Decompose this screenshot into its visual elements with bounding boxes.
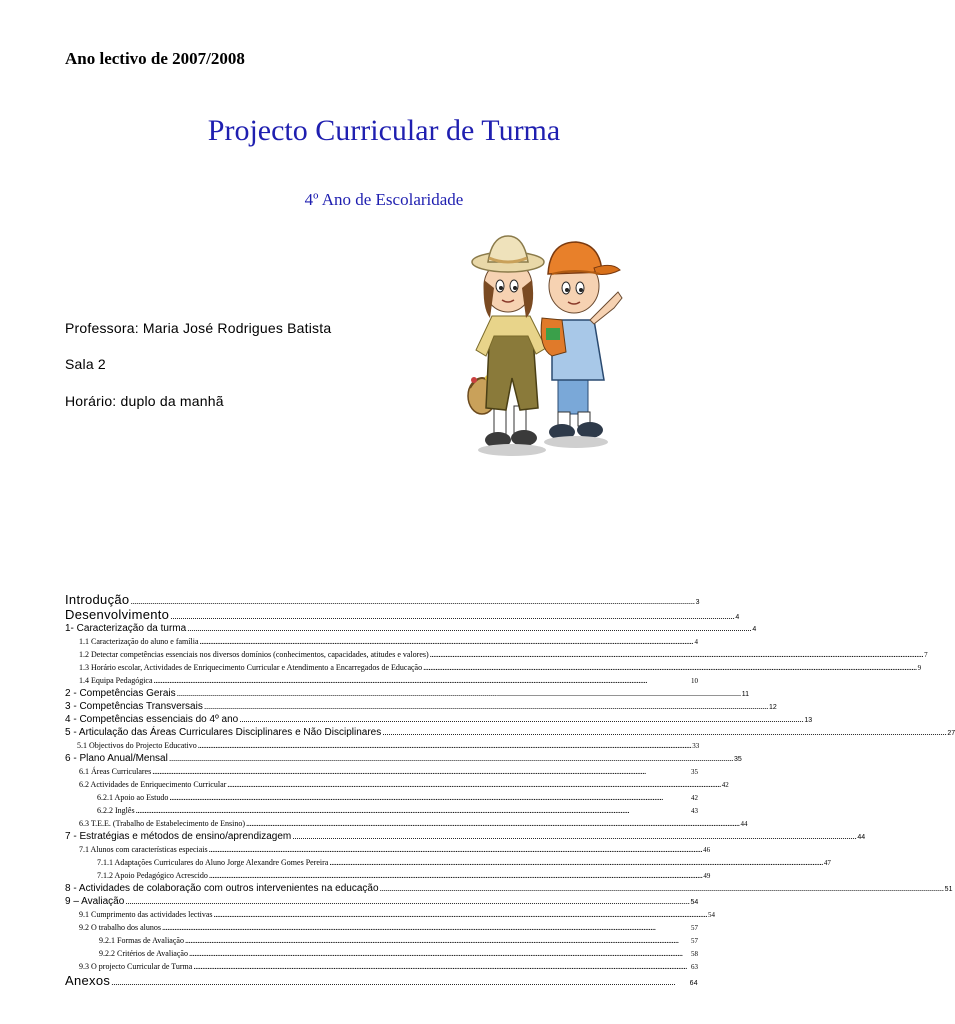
toc-entry[interactable] xyxy=(65,726,955,739)
toc-entry[interactable] xyxy=(65,869,711,882)
toc-entry-page: 9 xyxy=(917,664,922,672)
toc-entry[interactable] xyxy=(65,607,740,622)
toc-entry[interactable] xyxy=(65,778,729,791)
toc-entry[interactable] xyxy=(65,843,711,856)
toc-entry-page: 54 xyxy=(708,911,716,919)
toc-leader: .......................................................................................................................................................................................................................................................................................... xyxy=(429,649,924,659)
schedule-line: Horário: duplo da manhã xyxy=(65,393,224,409)
toc-leader: .......................................................................................................................................................................................................................................................................................... xyxy=(168,753,733,763)
toc-entry-label: 5 - Articulação das Áreas Curriculares Disciplinares e Não Disciplinares xyxy=(65,727,382,738)
toc-leader: .......................................................................................................................................................................................................................................................................................... xyxy=(423,662,917,672)
toc-entry-page: 47 xyxy=(823,859,831,867)
toc-entry-page: 54 xyxy=(690,899,699,906)
toc-entry-page: 46 xyxy=(703,846,711,854)
toc-entry-page: 35 xyxy=(691,768,698,776)
toc-entry-page: 4 xyxy=(694,638,698,646)
toc-entry[interactable] xyxy=(65,856,831,869)
toc-leader: .......................................................................................................................................................................................................................................................................................... xyxy=(203,701,768,711)
toc-entry[interactable] xyxy=(65,592,698,607)
toc-entry[interactable] xyxy=(65,648,928,661)
toc-entry-page: 42 xyxy=(691,794,698,802)
toc-leader: .......................................................................................................................................................................................................................................................................................... xyxy=(292,831,857,841)
page-subtitle: 4º Ano de Escolaridade xyxy=(304,190,464,209)
page-title: Projecto Curricular de Turma xyxy=(207,114,561,147)
toc-entry[interactable] xyxy=(65,895,698,908)
toc-entry-label: Introdução xyxy=(65,592,130,607)
toc-entry[interactable] xyxy=(65,661,922,674)
toc-entry-label: 7.1.1 Adaptações Curriculares do Aluno Jorge Alexandre Gomes Pereira xyxy=(97,858,329,867)
toc-entry[interactable] xyxy=(65,687,750,700)
toc-entry-label: 9.2 O trabalho dos alunos xyxy=(79,923,161,932)
toc-entry[interactable] xyxy=(65,674,698,687)
toc-entry[interactable] xyxy=(65,804,698,817)
toc-leader: .......................................................................................................................................................................................................................................................................................... xyxy=(193,961,687,971)
toc-leader: .......................................................................................................................................................................................................................................................................................... xyxy=(213,909,708,919)
toc-leader: .......................................................................................................................................................................................................................................................................................... xyxy=(111,977,676,987)
toc-entry[interactable] xyxy=(65,791,698,804)
toc-entry-page: 3 xyxy=(695,599,700,606)
toc-entry-label: 9 – Avaliação xyxy=(65,896,125,907)
toc-entry-label: 1.3 Horário escolar, Actividades de Enriquecimento Curricular e Atendimento a Encarregados de Educação xyxy=(79,663,423,672)
toc-entry[interactable] xyxy=(65,973,698,988)
toc-entry-label: 7.1 Alunos com características especiais xyxy=(79,845,208,854)
toc-leader: .......................................................................................................................................................................................................................................................................................... xyxy=(153,675,648,685)
school-year: Ano lectivo de 2007/2008 xyxy=(65,49,245,68)
toc-leader: .......................................................................................................................................................................................................................................................................................... xyxy=(246,818,740,828)
toc-leader: .......................................................................................................................................................................................................................................................................................... xyxy=(176,688,741,698)
toc-entry-label: 5.1 Objectivos do Projecto Educativo xyxy=(77,741,197,750)
toc-leader: .......................................................................................................................................................................................................................................................................................... xyxy=(227,779,721,789)
toc-leader: .......................................................................................................................................................................................................................................................................................... xyxy=(382,727,947,737)
toc-entry-label: 3 - Competências Transversais xyxy=(65,701,203,712)
toc-entry[interactable] xyxy=(65,817,748,830)
toc-entry-label: Anexos xyxy=(65,973,111,988)
toc-entry-label: 6 - Plano Anual/Mensal xyxy=(65,753,168,764)
boy-figure xyxy=(541,242,622,440)
toc-leader: .......................................................................................................................................................................................................................................................................................... xyxy=(152,766,646,776)
toc-entry[interactable] xyxy=(65,908,716,921)
toc-entry[interactable] xyxy=(65,700,777,713)
toc-leader: .......................................................................................................................................................................................................................................................................................... xyxy=(188,948,683,958)
toc-leader: .......................................................................................................................................................................................................................................................................................... xyxy=(329,857,823,867)
toc-entry[interactable] xyxy=(65,947,698,960)
toc-entry[interactable] xyxy=(65,739,698,752)
toc-entry-label: 7 - Estratégias e métodos de ensino/aprendizagem xyxy=(65,831,292,842)
toc-entry-label: 6.3 T.E.E. (Trabalho de Estabelecimento de Ensino) xyxy=(79,819,246,828)
toc-entry-label: 6.1 Áreas Curriculares xyxy=(79,767,152,776)
toc-entry-page: 13 xyxy=(804,717,813,724)
toc-entry-label: 9.3 O projecto Curricular de Turma xyxy=(79,962,193,971)
toc-leader: .......................................................................................................................................................................................................................................................................................... xyxy=(170,611,735,621)
toc-entry-label: Desenvolvimento xyxy=(65,607,170,622)
toc-leader: .......................................................................................................................................................................................................................................................................................... xyxy=(208,844,703,854)
teacher-line: Professora: Maria José Rodrigues Batista xyxy=(65,320,332,336)
toc-entry-page: 11 xyxy=(741,691,750,698)
toc-entry-page: 27 xyxy=(947,730,955,737)
toc-entry-label: 9.2.1 Formas de Avaliação xyxy=(99,936,184,945)
toc-entry[interactable] xyxy=(65,921,698,934)
toc-entry[interactable] xyxy=(65,960,698,973)
table-of-contents xyxy=(65,592,955,988)
toc-entry-label: 4 - Competências essenciais do 4º ano xyxy=(65,714,239,725)
toc-entry-page: 43 xyxy=(691,807,698,815)
toc-entry-label: 6.2 Actividades de Enriquecimento Curricular xyxy=(79,780,227,789)
toc-leader: .......................................................................................................................................................................................................................................................................................... xyxy=(162,922,656,932)
toc-entry-label: 6.2.2 Inglês xyxy=(97,806,135,815)
toc-leader: .......................................................................................................................................................................................................................................................................................... xyxy=(125,896,690,906)
toc-entry[interactable] xyxy=(65,713,813,726)
toc-leader: .......................................................................................................................................................................................................................................................................................... xyxy=(199,636,693,646)
toc-entry-page: 51 xyxy=(944,886,953,893)
toc-entry-page: 4 xyxy=(752,626,757,633)
toc-entry-page: 57 xyxy=(691,924,698,932)
toc-entry-label: 1.4 Equipa Pedagógica xyxy=(79,676,153,685)
toc-entry-page: 42 xyxy=(721,781,729,789)
toc-entry-page: 44 xyxy=(740,820,748,828)
toc-entry-label: 9.2.2 Critérios de Avaliação xyxy=(99,949,188,958)
girl-figure xyxy=(468,236,546,448)
toc-leader: .......................................................................................................................................................................................................................................................................................... xyxy=(197,740,692,750)
toc-leader: .......................................................................................................................................................................................................................................................................................... xyxy=(187,623,752,633)
toc-entry-page: 12 xyxy=(768,704,777,711)
toc-entry-page: 49 xyxy=(703,872,711,880)
room-line: Sala 2 xyxy=(65,356,106,372)
toc-leader: .......................................................................................................................................................................................................................................................................................... xyxy=(208,870,703,880)
children-illustration xyxy=(462,228,628,468)
toc-entry[interactable] xyxy=(65,765,698,778)
toc-entry[interactable] xyxy=(65,622,757,635)
toc-entry-label: 2 - Competências Gerais xyxy=(65,688,176,699)
toc-entry-page: 10 xyxy=(691,677,698,685)
toc-entry-page: 33 xyxy=(692,742,700,750)
toc-leader: .......................................................................................................................................................................................................................................................................................... xyxy=(169,792,663,802)
toc-leader: .......................................................................................................................................................................................................................................................................................... xyxy=(184,935,679,945)
toc-entry-page: 63 xyxy=(691,963,698,971)
toc-leader: .......................................................................................................................................................................................................................................................................................... xyxy=(135,805,630,815)
toc-entry-label: 1.1 Caracterização do aluno e família xyxy=(79,637,199,646)
toc-entry-label: 9.1 Cumprimento das actividades lectivas xyxy=(79,910,213,919)
toc-entry-label: 1- Caracterização da turma xyxy=(65,623,187,634)
toc-entry-page: 58 xyxy=(691,950,698,958)
toc-entry-label: 8 - Actividades de colaboração com outros intervenientes na educação xyxy=(65,883,379,894)
toc-entry-page: 7 xyxy=(924,651,928,659)
toc-entry-page: 64 xyxy=(689,980,698,987)
toc-leader: .......................................................................................................................................................................................................................................................................................... xyxy=(239,714,804,724)
toc-entry-label: 1.2 Detectar competências essenciais nos diversos domínios (conhecimentos, capacidades, atitudes e valores) xyxy=(79,650,429,659)
toc-entry-label: 6.2.1 Apoio ao Estudo xyxy=(97,793,169,802)
toc-entry[interactable] xyxy=(65,635,698,648)
toc-entry-label: 7.1.2 Apoio Pedagógico Acrescido xyxy=(97,871,208,880)
toc-leader: .......................................................................................................................................................................................................................................................................................... xyxy=(130,596,695,606)
toc-leader: .......................................................................................................................................................................................................................................................................................... xyxy=(379,883,944,893)
toc-entry-page: 57 xyxy=(691,937,698,945)
toc-entry-page: 35 xyxy=(733,756,742,763)
toc-entry[interactable] xyxy=(65,934,698,947)
toc-entry[interactable] xyxy=(65,882,953,895)
toc-entry-page: 4 xyxy=(735,614,740,621)
toc-entry[interactable] xyxy=(65,830,866,843)
toc-entry[interactable] xyxy=(65,752,742,765)
toc-entry-page: 44 xyxy=(857,834,866,841)
